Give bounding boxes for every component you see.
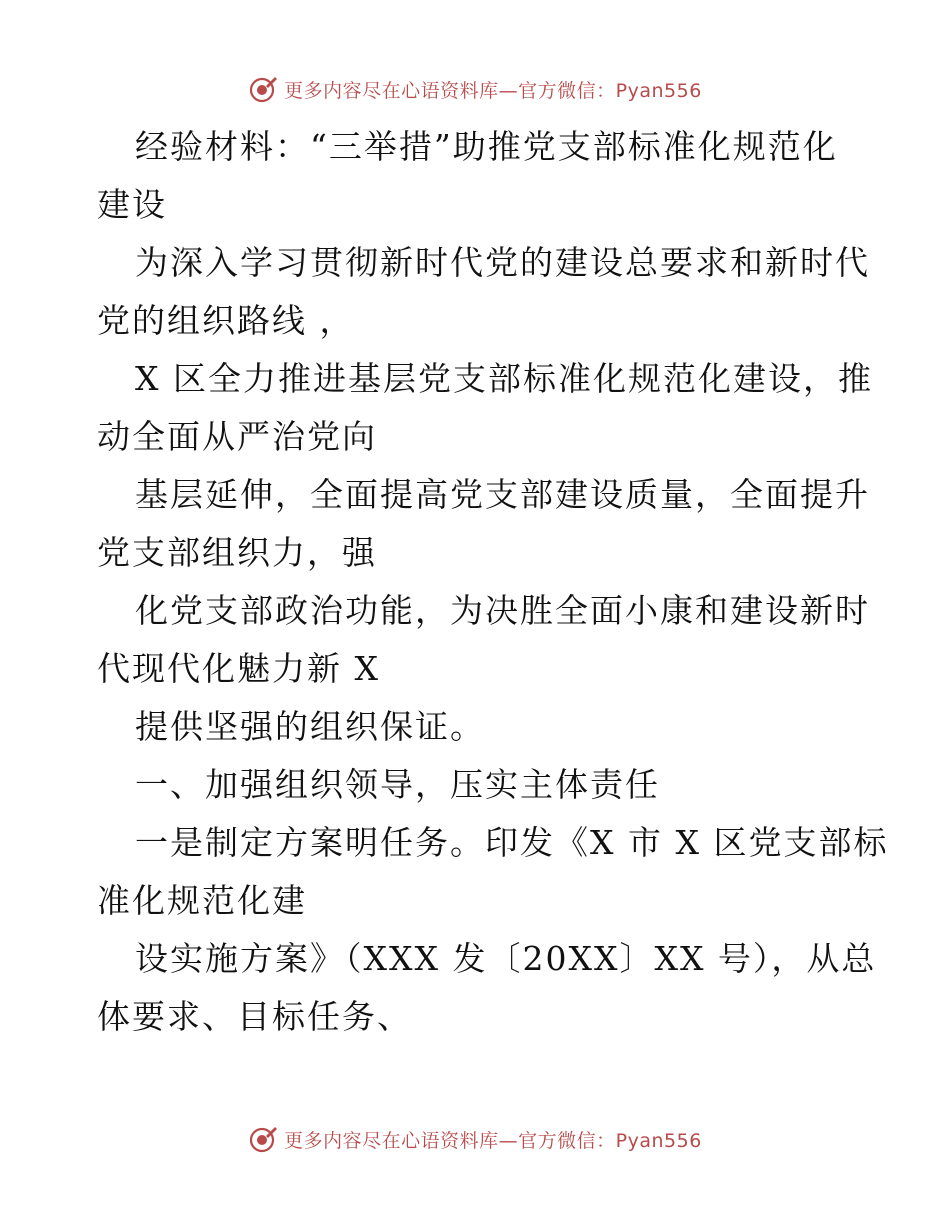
- paragraph-line: 代现代化魅力新 X: [97, 649, 380, 688]
- paragraph-line: 化党支部政治功能，为决胜全面小康和建设新时: [135, 591, 870, 630]
- section-heading: 一、加强组织领导，压实主体责任: [135, 765, 660, 804]
- header-banner-text: 更多内容尽在心语资料库—官方微信：Pyan556: [284, 79, 702, 102]
- red-pen-logo-icon: [248, 74, 278, 104]
- paragraph-line: 党支部组织力，强: [97, 533, 377, 572]
- paragraph-line: 动全面从严治党向: [97, 417, 377, 456]
- paragraph-line: X 区全力推进基层党支部标准化规范化建设，推: [135, 359, 873, 398]
- footer-banner-text: 更多内容尽在心语资料库—官方微信：Pyan556: [284, 1129, 702, 1152]
- header-banner: [0, 72, 950, 106]
- paragraph-line: 体要求、目标任务、: [97, 997, 412, 1036]
- paragraph-line: 设实施方案》（XXX 发〔20XX〕XX 号），从总: [135, 939, 877, 978]
- footer-banner: [0, 1122, 950, 1156]
- red-pen-logo-icon: [248, 1124, 278, 1154]
- paragraph-line: 准化规范化建: [97, 881, 307, 920]
- paragraph-line: 基层延伸，全面提高党支部建设质量，全面提升: [135, 475, 870, 514]
- title-line-1: 经验材料：“三举措”助推党支部标准化规范化: [135, 127, 838, 166]
- document-body: [97, 118, 889, 1046]
- paragraph-line: 为深入学习贯彻新时代党的建设总要求和新时代: [135, 243, 870, 282]
- paragraph-line: 一是制定方案明任务。印发《X 市 X 区党支部标: [135, 823, 889, 862]
- title-line-2: 建设: [97, 185, 167, 224]
- paragraph-line: 党的组织路线 ，: [97, 301, 355, 340]
- paragraph-line: 提供坚强的组织保证。: [135, 707, 485, 746]
